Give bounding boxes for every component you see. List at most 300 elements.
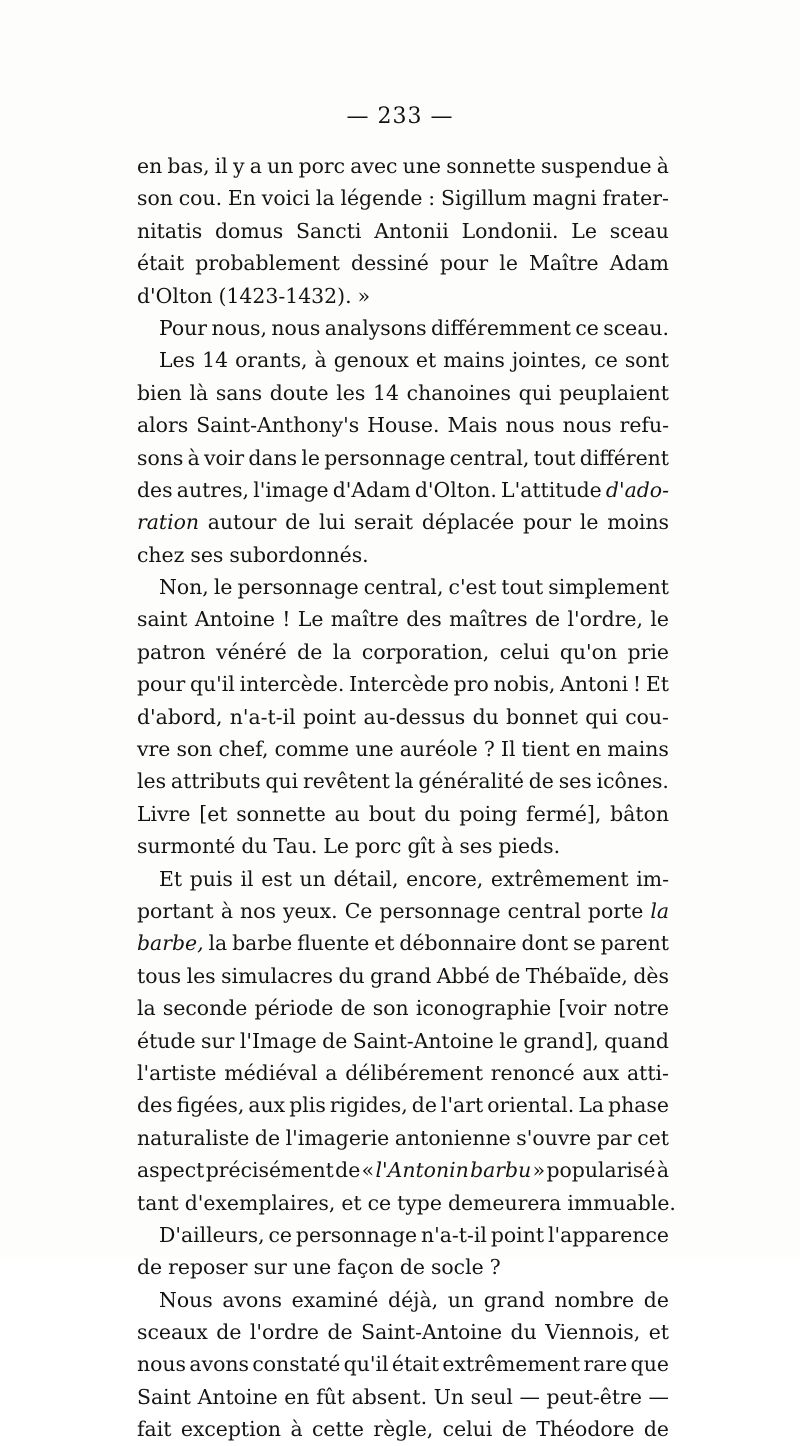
- word: vénéré: [216, 639, 287, 664]
- text-line: [137, 1413, 669, 1445]
- word: ce: [575, 315, 599, 340]
- text-line: [137, 571, 669, 603]
- word: d'Olton.: [414, 477, 497, 502]
- word: Thébaïde,: [525, 963, 628, 988]
- word: —: [648, 1384, 669, 1409]
- word: avons: [189, 1352, 249, 1377]
- word: nous: [562, 413, 612, 438]
- word: une: [355, 737, 394, 762]
- word: que: [630, 1352, 669, 1377]
- word: l'artiste: [137, 1060, 217, 1085]
- word: fût: [316, 1384, 345, 1409]
- word: les: [137, 769, 167, 794]
- word: D'ailleurs,: [159, 1222, 265, 1247]
- word: des: [137, 477, 173, 502]
- word: icônes.: [596, 769, 669, 794]
- word: quand: [604, 1028, 669, 1053]
- word: dont: [521, 931, 569, 956]
- word: ses: [190, 542, 224, 567]
- word: phase: [608, 1093, 669, 1118]
- word: une: [402, 154, 442, 178]
- word: d'ado-: [605, 477, 669, 502]
- word: du: [241, 834, 268, 859]
- text-line: [137, 409, 669, 441]
- word: pour: [439, 251, 489, 276]
- word: 14: [202, 348, 229, 373]
- word: voir: [204, 445, 245, 470]
- word: type: [397, 1190, 442, 1215]
- text-line: [137, 377, 669, 409]
- word: l'ordre,: [567, 607, 643, 632]
- word: bonnet: [506, 704, 578, 729]
- word: à: [441, 834, 454, 859]
- word: alors: [137, 413, 189, 438]
- word: simulacres: [221, 963, 333, 988]
- word: Maître: [529, 251, 599, 276]
- word: Le: [297, 607, 324, 632]
- word: sonnette: [236, 801, 326, 826]
- word: encore,: [406, 866, 484, 891]
- word: Sancti: [296, 218, 362, 243]
- word: Nous: [159, 1287, 213, 1312]
- word: celui: [442, 1417, 493, 1442]
- word: son: [372, 996, 409, 1021]
- word: a: [325, 1060, 338, 1085]
- word: cette: [312, 1417, 364, 1442]
- text-line: [137, 474, 669, 506]
- word: nobis,: [493, 672, 556, 697]
- text-line: [137, 506, 669, 538]
- word: l'Image: [239, 1028, 317, 1053]
- word: sans: [215, 380, 263, 405]
- word: la: [332, 639, 352, 664]
- word: Saint: [137, 1384, 191, 1409]
- word: dès: [633, 963, 669, 988]
- word: tout: [533, 445, 576, 470]
- word: Adam: [609, 251, 669, 276]
- word: il: [240, 866, 254, 891]
- word: nitatis: [137, 218, 203, 243]
- word: attributs: [170, 769, 261, 794]
- word: (1423-1432).: [218, 283, 352, 308]
- word: par: [596, 1125, 632, 1150]
- word: point: [490, 1222, 545, 1247]
- word: le: [650, 607, 669, 632]
- word: détail,: [333, 866, 399, 891]
- word: bien: [137, 380, 182, 405]
- word: un: [267, 154, 294, 178]
- page-number: — 233 —: [346, 104, 454, 129]
- word: analysons: [324, 315, 427, 340]
- word: «: [361, 1158, 375, 1183]
- word: auréole: [399, 737, 478, 762]
- word: de: [495, 963, 521, 988]
- word: Sigillum: [441, 186, 527, 211]
- word: au-dessus: [363, 704, 466, 729]
- word: légende: [340, 186, 423, 211]
- word: dans: [248, 445, 298, 470]
- word: fait: [137, 1417, 172, 1442]
- word: de: [297, 639, 323, 664]
- word: de: [399, 1255, 425, 1280]
- word: chef,: [218, 737, 269, 762]
- word: antonienne: [394, 1125, 511, 1150]
- word: popularisé: [546, 1158, 656, 1183]
- word: extrêmement: [442, 1352, 581, 1377]
- text-line: [137, 668, 669, 700]
- word: personnage: [237, 575, 359, 600]
- word: le: [499, 251, 518, 276]
- word: im-: [636, 866, 669, 891]
- word: de: [643, 1417, 669, 1442]
- word: des: [137, 1093, 173, 1118]
- text-line: [137, 1187, 676, 1219]
- word: examiné: [291, 1287, 379, 1312]
- word: ce: [594, 348, 618, 373]
- word: la: [208, 931, 228, 956]
- word: lui: [319, 510, 346, 535]
- word: y: [233, 154, 245, 178]
- word: délibérement: [345, 1060, 484, 1085]
- text-line: [137, 992, 669, 1024]
- word: qu'on: [559, 639, 618, 664]
- word: L'attitude: [501, 477, 602, 502]
- text-line: [137, 215, 669, 247]
- word: serait: [353, 510, 414, 535]
- word: doute: [269, 380, 329, 405]
- word: de: [643, 1287, 669, 1312]
- word: personnage: [379, 898, 501, 923]
- word: simplement: [548, 575, 669, 600]
- word: immuable.: [567, 1190, 676, 1215]
- word: n'a-t-il: [229, 704, 296, 729]
- body-text: [137, 150, 676, 1446]
- word: se: [573, 931, 596, 956]
- word: iconographie: [415, 996, 552, 1021]
- word: nous: [137, 1352, 187, 1377]
- word: du: [472, 704, 499, 729]
- word: fluente: [297, 931, 370, 956]
- word: à: [656, 154, 669, 178]
- word: Intercède: [349, 672, 449, 697]
- text-line: [137, 1316, 669, 1348]
- word: barbe,: [137, 931, 204, 956]
- text-line: [137, 150, 669, 182]
- word: son: [176, 737, 213, 762]
- word: Théodore: [536, 1417, 635, 1442]
- word: d'Adam: [332, 477, 411, 502]
- word: porc: [298, 154, 346, 178]
- word: :: [428, 186, 436, 211]
- word: et: [648, 1320, 669, 1345]
- word: ?: [483, 737, 495, 762]
- word: House.: [367, 413, 440, 438]
- word: dessiné: [351, 251, 429, 276]
- word: tient: [521, 737, 570, 762]
- word: l'Antonin: [375, 1158, 469, 1183]
- word: porc: [354, 834, 402, 859]
- text-line: [137, 1284, 669, 1316]
- word: ?: [489, 1255, 501, 1280]
- word: à: [187, 445, 200, 470]
- word: un: [299, 866, 326, 891]
- word: c'est: [448, 575, 497, 600]
- text-line: [137, 1251, 669, 1283]
- word: déjà,: [388, 1287, 439, 1312]
- word: autres,: [176, 477, 250, 502]
- word: d'abord,: [137, 704, 223, 729]
- word: son: [137, 186, 173, 211]
- text-line: [137, 1089, 669, 1121]
- word: il: [214, 154, 228, 178]
- word: est: [261, 866, 292, 891]
- word: Un: [433, 1384, 465, 1409]
- text-line: [137, 442, 669, 474]
- text-line: [137, 1122, 669, 1154]
- word: portant: [137, 898, 214, 923]
- word: débonnaire: [399, 931, 517, 956]
- word: Londonii.: [461, 218, 559, 243]
- word: pour: [522, 510, 572, 535]
- word: oriental.: [487, 1093, 575, 1118]
- word: refu-: [619, 413, 669, 438]
- word: qui: [518, 380, 552, 405]
- word: des: [406, 607, 442, 632]
- word: yeux.: [282, 898, 338, 923]
- word: à: [656, 1158, 669, 1183]
- word: socle: [430, 1255, 484, 1280]
- word: pro: [453, 672, 489, 697]
- word: barbu: [470, 1158, 532, 1183]
- text-line: [137, 895, 669, 927]
- word: sur: [253, 1255, 287, 1280]
- word: —: [519, 1384, 540, 1409]
- word: de: [501, 1417, 527, 1442]
- word: mains: [443, 348, 505, 373]
- word: à: [314, 348, 327, 373]
- word: Et: [645, 672, 669, 697]
- word: là: [189, 380, 209, 405]
- word: orants,: [235, 348, 308, 373]
- word: sceau: [609, 218, 669, 243]
- word: en: [575, 737, 602, 762]
- word: s'ouvre: [516, 1125, 592, 1150]
- word: de: [137, 1255, 163, 1280]
- word: cou-: [625, 704, 669, 729]
- word: Ce: [344, 898, 373, 923]
- word: nous: [271, 315, 321, 340]
- word: de: [528, 769, 554, 794]
- word: d'Olton: [137, 283, 213, 308]
- word: Antonii: [374, 218, 449, 243]
- word: magni: [532, 186, 597, 211]
- word: de: [535, 607, 561, 632]
- word: la: [650, 898, 669, 923]
- word: le: [301, 445, 320, 470]
- text-line: [137, 182, 669, 214]
- word: autour: [207, 510, 277, 535]
- word: grand],: [523, 1028, 599, 1053]
- word: n'a-t-il: [421, 1222, 487, 1247]
- word: nous: [505, 413, 555, 438]
- word: les: [186, 963, 216, 988]
- word: tous: [137, 963, 182, 988]
- word: revêtent: [302, 769, 390, 794]
- word: sont: [624, 348, 669, 373]
- word: personnage: [295, 1222, 418, 1247]
- word: tout: [501, 575, 544, 600]
- word: corporation,: [361, 639, 490, 664]
- word: voici: [261, 186, 311, 211]
- text-line: [137, 765, 669, 797]
- word: a: [249, 154, 262, 178]
- word: grand: [483, 1287, 545, 1312]
- word: à: [220, 898, 233, 923]
- text-line: [137, 539, 669, 571]
- word: grand: [370, 963, 432, 988]
- word: sceaux: [137, 1320, 208, 1345]
- word: bâton: [610, 801, 669, 826]
- word: du: [510, 1320, 537, 1345]
- text-line: [137, 1154, 669, 1186]
- word: ration: [137, 510, 200, 535]
- word: médiéval: [224, 1060, 318, 1085]
- word: suspendue: [540, 154, 652, 178]
- word: de: [411, 1093, 437, 1118]
- word: poing: [459, 801, 518, 826]
- word: et: [415, 348, 437, 373]
- word: fermé],: [526, 801, 602, 826]
- word: mains: [607, 737, 669, 762]
- word: nous,: [211, 315, 267, 340]
- word: à: [290, 1417, 303, 1442]
- word: constaté: [252, 1352, 341, 1377]
- word: le: [213, 575, 233, 600]
- word: les: [336, 380, 366, 405]
- word: Antoine: [197, 1384, 278, 1409]
- word: gît: [407, 834, 436, 859]
- word: peuplaient: [559, 380, 669, 405]
- word: de: [285, 510, 311, 535]
- word: Saint-Antoine: [361, 1320, 503, 1345]
- word: aux: [582, 1060, 620, 1085]
- word: aspect: [137, 1158, 205, 1183]
- word: moins: [607, 510, 669, 535]
- word: ce: [268, 1222, 292, 1247]
- word: le: [499, 1028, 518, 1053]
- word: atti-: [626, 1060, 669, 1085]
- text-line: [137, 701, 669, 733]
- word: absent.: [351, 1384, 428, 1409]
- word: bas,: [167, 154, 210, 178]
- word: la: [394, 769, 414, 794]
- word: maîtres: [449, 607, 528, 632]
- word: point: [302, 704, 357, 729]
- word: différent: [579, 445, 669, 470]
- word: du: [338, 963, 365, 988]
- word: cet: [637, 1125, 669, 1150]
- word: règle,: [373, 1417, 434, 1442]
- word: rigides,: [329, 1093, 408, 1118]
- word: cou.: [178, 186, 223, 211]
- word: renoncé: [490, 1060, 575, 1085]
- word: celui: [499, 639, 550, 664]
- word: en: [284, 1384, 310, 1409]
- word: ses: [558, 769, 592, 794]
- text-line: [137, 960, 669, 992]
- word: rare: [583, 1352, 628, 1377]
- text-line: [137, 247, 669, 279]
- word: !: [632, 672, 642, 697]
- word: une: [292, 1255, 332, 1280]
- word: parent: [600, 931, 669, 956]
- text-line: [137, 344, 669, 376]
- text-line: [137, 1219, 669, 1251]
- word: Le: [571, 218, 597, 243]
- word: subordonnés.: [229, 542, 369, 567]
- word: tant: [137, 1190, 179, 1215]
- word: Et: [159, 866, 183, 891]
- word: Le: [323, 834, 349, 859]
- word: et: [374, 931, 395, 956]
- word: patron: [137, 639, 206, 664]
- text-line: [137, 1025, 669, 1057]
- word: central: [507, 898, 581, 923]
- word: de: [254, 1125, 281, 1150]
- word: demeurera: [447, 1190, 562, 1215]
- word: porte: [587, 898, 644, 923]
- word: seconde: [162, 996, 248, 1021]
- word: »: [532, 1158, 546, 1183]
- word: en: [137, 154, 163, 178]
- word: Viennois,: [545, 1320, 641, 1345]
- word: reposer: [168, 1255, 248, 1280]
- word: [et: [199, 801, 228, 826]
- text-line: [137, 863, 669, 895]
- word: sur: [201, 1028, 235, 1053]
- word: personnage: [324, 445, 446, 470]
- text-line: [137, 1348, 669, 1380]
- word: !: [282, 607, 291, 632]
- word: qu'il: [343, 1352, 389, 1377]
- word: Mais: [447, 413, 498, 438]
- word: 14: [373, 380, 399, 405]
- text-line: [137, 830, 669, 862]
- word: nombre: [554, 1287, 635, 1312]
- word: période: [254, 996, 334, 1021]
- word: ce: [367, 1190, 392, 1215]
- text-line: [137, 1057, 669, 1089]
- word: La: [578, 1093, 605, 1118]
- word: sons: [137, 445, 184, 470]
- word: Il: [500, 737, 516, 762]
- word: l'art: [440, 1093, 484, 1118]
- word: domus: [214, 218, 284, 243]
- text-line: [137, 927, 669, 959]
- word: Antoine: [194, 607, 275, 632]
- word: généralité: [418, 769, 524, 794]
- word: qu'il: [189, 672, 235, 697]
- word: Saint-Anthony's: [196, 413, 360, 438]
- word: exception: [180, 1417, 282, 1442]
- word: était: [391, 1352, 440, 1377]
- word: Livre: [137, 801, 191, 826]
- word: En: [227, 186, 256, 211]
- word: extrêmement: [490, 866, 629, 891]
- word: déplacée: [421, 510, 515, 535]
- word: pour: [137, 672, 186, 697]
- word: étude: [137, 1028, 196, 1053]
